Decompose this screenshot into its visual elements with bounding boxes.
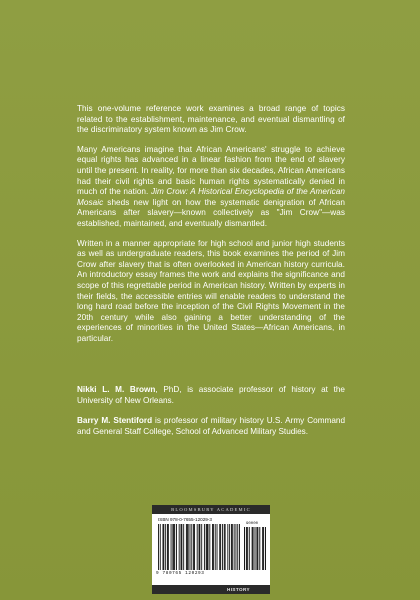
blurb-paragraph-2-end: sheds new light on how the systematic denigration of African Americans after slavery—known collectively as "Jim Crow"—was established, maintained, and eventually dismantled. [77, 197, 345, 228]
category-bar [152, 585, 270, 594]
barcode-addon-digits: 90000 [246, 522, 259, 526]
barcode-icon [158, 524, 240, 570]
barcode-bar [232, 524, 233, 570]
barcode-bar [179, 524, 180, 570]
barcode-bar [252, 527, 253, 570]
publisher-logo-bar: BLOOMSBURY ACADEMIC [152, 505, 270, 514]
barcode-bar [190, 524, 191, 570]
barcode-bar [219, 524, 220, 570]
barcode-bar [183, 524, 184, 570]
barcode-bar [207, 524, 208, 570]
barcode-bar [244, 527, 245, 570]
barcode-bar [176, 524, 177, 570]
barcode-bar [163, 524, 164, 570]
barcode-bar [160, 524, 161, 570]
barcode-bar [188, 524, 189, 570]
barcode-bar [224, 524, 225, 570]
barcode-bar [229, 524, 230, 570]
barcode-bar [263, 527, 264, 570]
barcode-bar [227, 524, 228, 570]
barcode-bar [262, 527, 263, 570]
author-bio-text: is professor of military history U.S. Army Command and General Staff College, School of Advanced Military Studies. [77, 416, 346, 436]
author-bio [77, 416, 345, 437]
barcode-bar [217, 524, 218, 570]
barcode-bar [165, 524, 166, 570]
barcode-bar [259, 527, 260, 570]
barcode-bar [220, 524, 221, 570]
barcode-bar [231, 524, 232, 570]
barcode-bar [256, 527, 257, 570]
book-title-italic: Jim Crow: A Historical Encyclopedia of the American Mosaic [77, 187, 345, 207]
author-bio [77, 385, 345, 406]
barcode-bar [201, 524, 202, 570]
barcode-bar [193, 524, 194, 570]
category-label: HISTORY [227, 587, 250, 592]
barcode-bar [253, 527, 254, 570]
barcode-bar [168, 524, 169, 570]
barcode-bar [212, 524, 213, 570]
barcode-bar [234, 524, 235, 570]
barcode-bar [197, 524, 198, 570]
barcode-bar [158, 524, 159, 570]
barcode-addon-icon [244, 527, 266, 570]
barcode-bar [237, 524, 238, 570]
isbn-label: ISBN 978-0-7655-12029-3 [158, 517, 212, 522]
barcode-bar [199, 524, 200, 570]
blurb-paragraph-1: This one-volume reference work examines a broad range of topics related to the establishment, maintenance, and eventual dismantling of the discriminatory system known as Jim Crow. [77, 104, 345, 135]
blurb-paragraph-2 [77, 145, 345, 230]
barcode-bar [174, 524, 175, 570]
barcode-bar [194, 524, 195, 570]
barcode-bar [213, 524, 214, 570]
barcode-bar [187, 524, 188, 570]
barcode-bar [199, 524, 200, 570]
barcode-bar [181, 524, 182, 570]
author-bios [77, 385, 345, 447]
blurb [77, 104, 345, 353]
barcode-panel [152, 514, 270, 580]
barcode-bar [209, 524, 210, 570]
barcode-bar [265, 527, 266, 570]
barcode-bar [246, 527, 247, 570]
barcode-bar [255, 527, 256, 570]
barcode-bar [215, 524, 216, 570]
barcode-bar [181, 524, 182, 570]
barcode-bar [191, 524, 192, 570]
barcode-bar [247, 527, 248, 570]
barcode-digits: 9 780765 120293 [156, 571, 205, 576]
barcode-bar [239, 524, 240, 570]
barcode-bar [257, 527, 258, 570]
barcode-bar [208, 524, 209, 570]
barcode-bar [171, 524, 172, 570]
barcode-bar [167, 524, 168, 570]
author-name: Barry M. Stentiford [77, 416, 153, 426]
blurb-paragraph-3: Written in a manner appropriate for high school and junior high students as well as undergraduate readers, this book examines the period of Jim Crow after slavery that is often overlooked in American history curricula. An introductory essay frames the work and explains the significance and scope of this regrettable period in American history. Written by experts in their fields, the accessible entries will enable readers to understand the long hard road before the inception of the Civil Rights Movement in the 20th century while also gaining a better understanding of the experiences of minorities in the United States—African Americans, in particular. [77, 238, 345, 343]
barcode-bar [173, 524, 174, 570]
author-name: Nikki L. M. Brown [77, 385, 156, 394]
barcode-bar [235, 524, 236, 570]
barcode-bar [172, 524, 173, 570]
barcode-bar [204, 524, 205, 570]
blurb-paragraph-2-start: Many Americans imagine that African Americans' struggle to achieve equal rights has advanced in a linear fashion from the end of slavery until the present. In reality, for more than six decades, African Americans had their civil rights and basic human rights systematically denied in much of the nation. [77, 144, 345, 197]
barcode-bar [206, 524, 207, 570]
barcode-block [152, 505, 270, 594]
author-bio-text: , PhD, is associate professor of history at the University of New Orleans. [77, 385, 345, 405]
barcode-bar [249, 527, 250, 570]
barcode-bar [225, 524, 226, 570]
barcode-bar [186, 524, 187, 570]
barcode-bar [222, 524, 223, 570]
barcode-bar [163, 524, 164, 570]
